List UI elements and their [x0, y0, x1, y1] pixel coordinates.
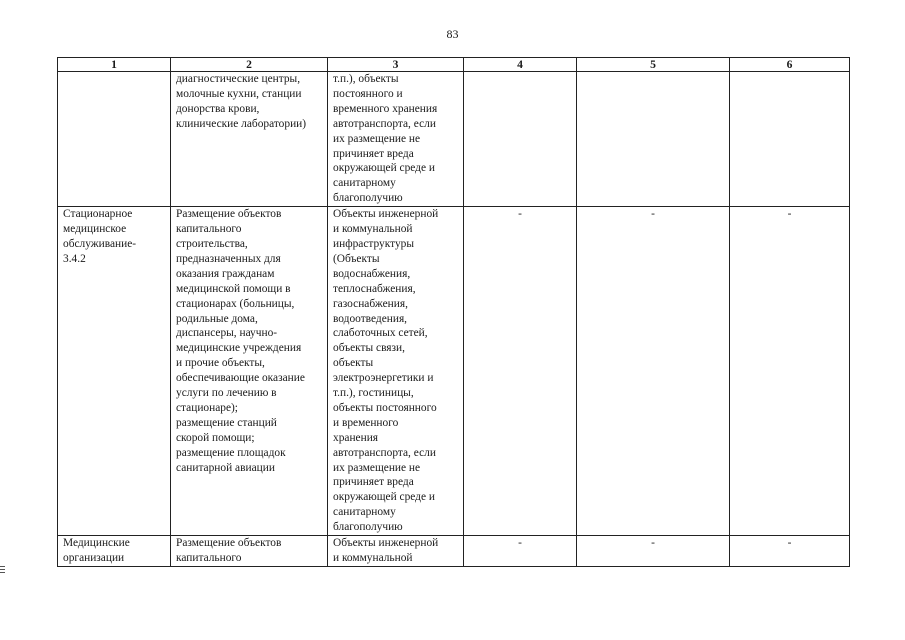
- page-number: 83: [446, 27, 459, 41]
- permitted-objects-cell: т.п.), объекты постоянного и временного хранения автотранспорта, если их размещение не причиняет вреда окружающей среде и санитарному благополучию: [328, 72, 464, 207]
- permitted-objects-cell: Объекты инженерной и коммунальной инфраструктуры (Объекты водоснабжения, теплоснабжения, газоснабжения, водоотведения, слаботочных сетей, объекты связи, объекты электроэнергетики и т.п.), гостиницы, объекты постоянного и временного хранения автотранспорта, если их размещение не причиняет вреда окружающей среде и санитарному благополучию: [328, 207, 464, 536]
- parameter-cell-6: [730, 72, 850, 207]
- description-cell: диагностические центры, молочные кухни, станции донорства крови, клинические лаборатории): [171, 72, 328, 207]
- column-header-5: 5: [577, 58, 730, 72]
- land-use-table: [57, 57, 850, 567]
- scan-edge-mark: [0, 572, 5, 573]
- parameter-cell-5: -: [577, 207, 730, 536]
- description-cell: Размещение объектов капитального строительства, предназначенных для оказания гражданам медицинской помощи в стационарах (больницы, родильные дома, диспансеры, научно- медицинские учреждения и прочие объекты, обеспечивающие оказание услуги по лечению в стационаре); размещение станций скорой помощи; размещение площадок санитарной авиации: [171, 207, 328, 536]
- parameter-cell-4: -: [464, 536, 577, 567]
- parameter-cell-4: -: [464, 207, 577, 536]
- parameter-cell-6: -: [730, 536, 850, 567]
- column-header-4: 4: [464, 58, 577, 72]
- land-use-type-cell: Стационарное медицинское обслуживание- 3.4.2: [58, 207, 171, 536]
- land-use-type-cell: Медицинские организации: [58, 536, 171, 567]
- scan-edge-mark: [0, 566, 5, 567]
- column-header-6: 6: [730, 58, 850, 72]
- permitted-objects-cell: Объекты инженерной и коммунальной: [328, 536, 464, 567]
- parameter-cell-5: [577, 72, 730, 207]
- scan-edge-mark: [0, 569, 5, 570]
- land-use-type-cell: [58, 72, 171, 207]
- parameter-cell-6: -: [730, 207, 850, 536]
- parameter-cell-4: [464, 72, 577, 207]
- table-header-row: [58, 58, 850, 72]
- column-header-3: 3: [328, 58, 464, 72]
- description-cell: Размещение объектов капитального: [171, 536, 328, 567]
- column-header-1: 1: [58, 58, 171, 72]
- parameter-cell-5: -: [577, 536, 730, 567]
- table-row: [58, 72, 850, 207]
- table-row: [58, 536, 850, 567]
- table-row: [58, 207, 850, 536]
- column-header-2: 2: [171, 58, 328, 72]
